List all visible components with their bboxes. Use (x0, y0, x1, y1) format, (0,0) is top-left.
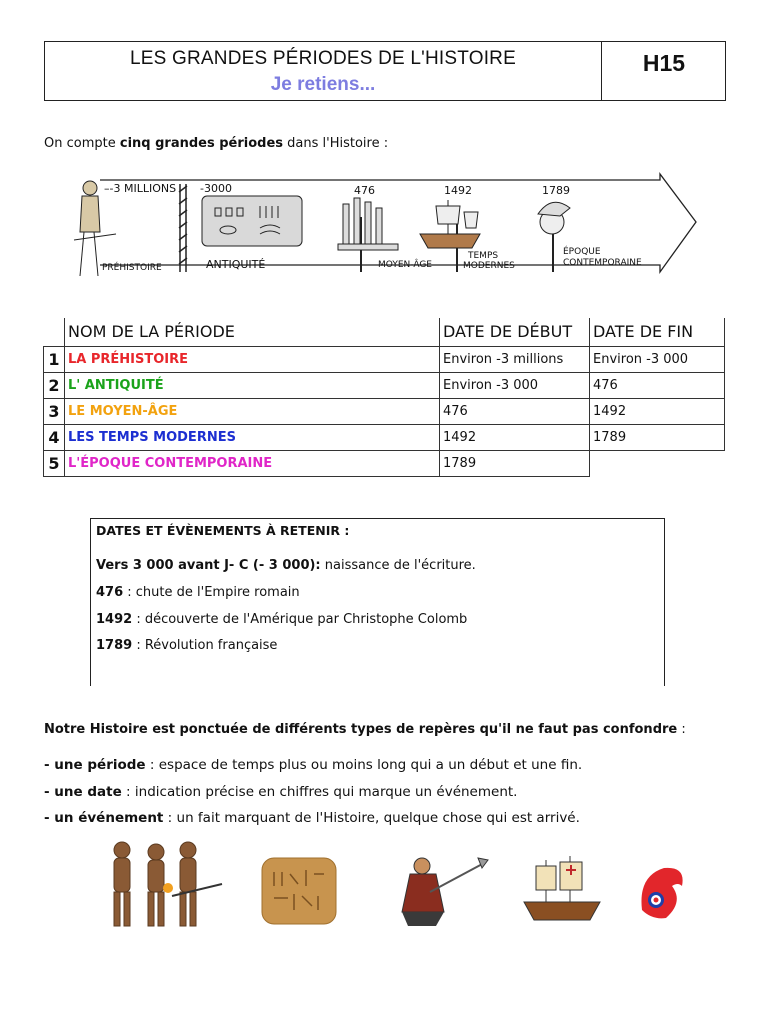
definition-text: : espace de temps plus ou moins long qui a un début et une fin. (145, 757, 583, 773)
timeline-separator-hatch (179, 184, 187, 272)
notes-intro-tail: : (677, 722, 686, 737)
definition-item (44, 757, 582, 773)
date-item-text: naissance de l'écriture. (320, 558, 476, 573)
table-row (44, 372, 725, 398)
table-row (44, 450, 725, 476)
timeline-date: –-3 MILLIONS (104, 182, 177, 195)
timeline-date: 476 (354, 184, 375, 197)
timeline-period-label: ÉPOQUE (563, 247, 601, 257)
caravel-image (516, 850, 606, 926)
period-start: 1492 (440, 424, 590, 450)
date-item (96, 612, 467, 627)
table-header-row (44, 318, 725, 346)
date-item-text: : chute de l'Empire romain (123, 585, 300, 600)
table-row (44, 346, 725, 372)
definition-term: - une date (44, 784, 122, 800)
soldier-image (386, 852, 490, 928)
caveman-drawing (74, 181, 116, 276)
definition-text: : un fait marquant de l'Histoire, quelque chose qui est arrivé. (163, 810, 580, 826)
row-number: 3 (44, 398, 65, 424)
period-start: Environ -3 000 (440, 372, 590, 398)
table-row (44, 424, 725, 450)
notes-intro (44, 722, 686, 737)
page-subtitle: Je retiens... (270, 74, 376, 95)
columns-drawing (338, 198, 398, 250)
period-name: L' ANTIQUITÉ (65, 372, 440, 398)
intro-after: dans l'Histoire : (283, 136, 389, 151)
table-header-cell (44, 318, 65, 346)
dates-box (90, 518, 665, 686)
period-start: 1789 (440, 450, 590, 476)
timeline-date: 1789 (542, 184, 570, 197)
timeline-period-label: ANTIQUITÉ (206, 258, 266, 271)
date-item-key: Vers 3 000 avant J- C (- 3 000): (96, 558, 321, 573)
clay-tablet-image (260, 856, 338, 926)
table-header-cell: DATE DE DÉBUT (440, 318, 590, 346)
dates-box-title: DATES ET ÉVÈNEMENTS À RETENIR : (96, 523, 350, 538)
header-box (44, 41, 726, 101)
marianne-drawing (538, 202, 570, 234)
date-item-key: 1789 (96, 638, 133, 653)
period-name: LE MOYEN-ÂGE (65, 398, 440, 424)
period-end: 476 (590, 372, 725, 398)
ship-drawing (420, 200, 480, 248)
definition-item (44, 784, 517, 800)
date-item-key: 1492 (96, 612, 133, 627)
row-number: 4 (44, 424, 65, 450)
period-end: 1492 (590, 398, 725, 424)
table-header-cell: DATE DE FIN (590, 318, 725, 346)
table-row (44, 398, 725, 424)
timeline-period-label: MODERNES (463, 261, 515, 271)
period-end: Environ -3 000 (590, 346, 725, 372)
timeline-date: -3000 (200, 182, 232, 195)
row-number: 1 (44, 346, 65, 372)
period-start: 476 (440, 398, 590, 424)
definition-text: : indication précise en chiffres qui marque un événement. (121, 784, 518, 800)
intro-bold: cinq grandes périodes (119, 136, 284, 151)
intro-before: On compte (44, 136, 120, 151)
timeline-period-label: MOYEN-ÂGE (378, 260, 432, 270)
tablet-drawing (202, 196, 302, 246)
definition-item (44, 810, 580, 826)
definition-term: - un événement (44, 810, 164, 826)
timeline-illustration (60, 172, 700, 284)
table-header-cell: NOM DE LA PÉRIODE (65, 318, 440, 346)
date-item-text: : Révolution française (132, 638, 278, 653)
timeline-period-label: TEMPS (468, 251, 499, 261)
date-item-text: : découverte de l'Amérique par Christophe Colomb (132, 612, 468, 627)
definition-term: - une période (44, 757, 146, 773)
period-end: 1789 (590, 424, 725, 450)
timeline-period-label: CONTEMPORAINE (563, 258, 642, 268)
row-number: 2 (44, 372, 65, 398)
timeline-date: 1492 (444, 184, 472, 197)
date-item (96, 638, 277, 653)
intro-text (44, 136, 388, 151)
period-name: L'ÉPOQUE CONTEMPORAINE (65, 450, 440, 476)
row-number: 5 (44, 450, 65, 476)
page-title: LES GRANDES PÉRIODES DE L'HISTOIRE (130, 48, 516, 69)
period-start: Environ -3 millions (440, 346, 590, 372)
period-name: LES TEMPS MODERNES (65, 424, 440, 450)
notes-intro-bold: Notre Histoire est ponctuée de différents types de repères qu'il ne faut pas confondre (44, 722, 678, 737)
timeline-period-label: PRÉHISTOIRE (102, 263, 162, 273)
period-name: LA PRÉHISTOIRE (65, 346, 440, 372)
periods-table (43, 318, 725, 477)
lesson-code: H15 (642, 50, 686, 76)
phrygian-cap-image (634, 862, 690, 922)
date-item (96, 558, 476, 573)
period-end (590, 450, 725, 476)
date-item (96, 585, 300, 600)
prehistoric-men-image (102, 836, 224, 932)
date-item-key: 476 (96, 585, 124, 600)
